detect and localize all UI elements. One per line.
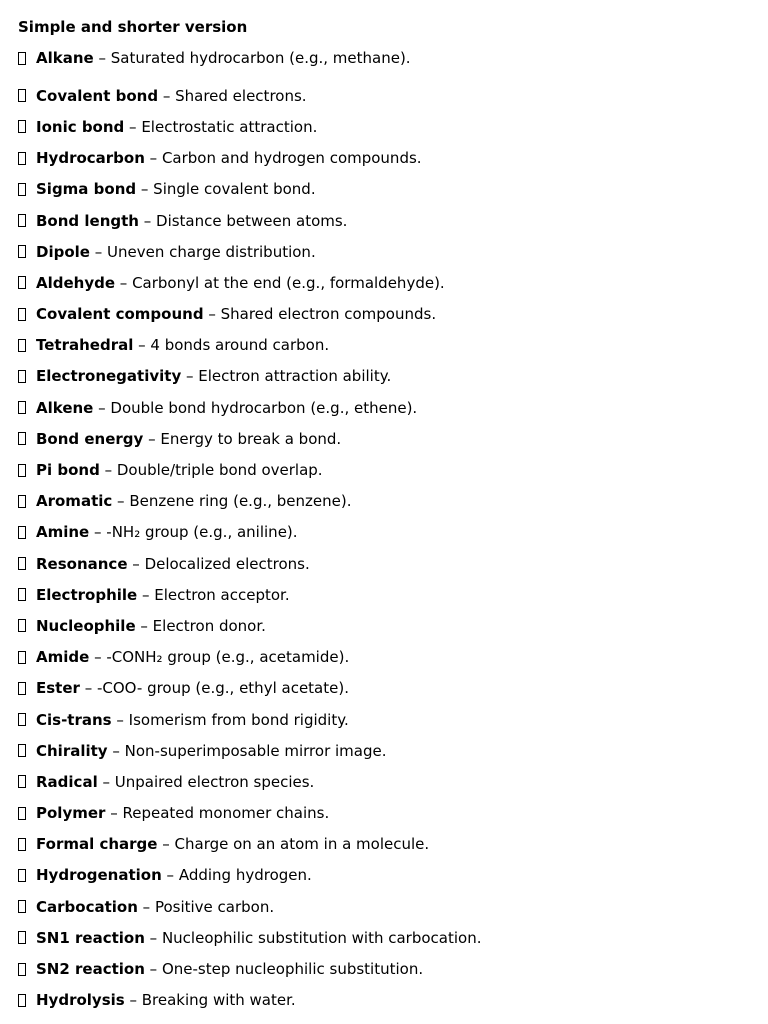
term-separator: – — [93, 49, 111, 67]
glossary-term: Electronegativity — [36, 367, 182, 386]
glossary-definition: Charge on an atom in a molecule. — [174, 835, 430, 854]
glossary-definition: Electron attraction ability. — [198, 367, 392, 386]
term-separator: – — [144, 149, 162, 168]
glossary-definition: Energy to break a bond. — [160, 429, 342, 448]
list-item — [18, 891, 768, 922]
glossary-definition: Shared electrons. — [175, 86, 307, 105]
glossary-term: Alkane — [36, 49, 94, 67]
term-separator: – — [161, 866, 179, 885]
glossary-definition: Electron acceptor. — [154, 585, 290, 604]
glossary-definition: Carbon and hydrogen compounds. — [161, 149, 422, 168]
term-separator: – — [124, 117, 142, 136]
missing-glyph-box-icon — [18, 588, 26, 601]
list-item — [18, 704, 768, 735]
missing-glyph-box-icon — [18, 214, 26, 227]
list-item — [18, 330, 768, 361]
list-item — [18, 205, 768, 236]
term-separator: – — [89, 242, 107, 261]
missing-glyph-box-icon — [18, 713, 26, 726]
missing-glyph-box-icon — [18, 89, 26, 102]
term-separator: – — [157, 835, 175, 854]
list-item — [18, 735, 768, 766]
missing-glyph-box-icon — [18, 869, 26, 882]
term-separator: – — [89, 648, 107, 667]
glossary-term: Bond energy — [36, 429, 144, 448]
list-item — [18, 361, 768, 392]
glossary-definition: Double/triple bond overlap. — [116, 461, 323, 480]
term-separator: – — [138, 211, 157, 230]
glossary-term: Tetrahedral — [36, 336, 134, 355]
glossary-term: SN1 reaction — [36, 928, 145, 947]
term-separator: – — [111, 710, 129, 729]
list-item — [18, 80, 768, 111]
glossary-definition: Nucleophilic substitution with carbocation. — [161, 928, 482, 947]
glossary-definition: Uneven charge distribution. — [107, 242, 316, 261]
list-item — [18, 642, 768, 673]
glossary-list — [18, 49, 768, 1016]
term-separator: – — [79, 679, 97, 698]
glossary-term: Nucleophile — [36, 616, 136, 635]
glossary-definition: Distance between atoms. — [156, 211, 348, 230]
glossary-term: Resonance — [36, 554, 128, 573]
missing-glyph-box-icon — [18, 651, 26, 664]
missing-glyph-box-icon — [18, 963, 26, 976]
missing-glyph-box-icon — [18, 339, 26, 352]
glossary-definition: Saturated hydrocarbon (e.g., methane). — [110, 49, 411, 67]
glossary-term: Covalent bond — [36, 86, 159, 105]
term-separator: – — [99, 461, 117, 480]
glossary-definition: Positive carbon. — [154, 897, 275, 916]
list-item — [18, 174, 768, 205]
missing-glyph-box-icon — [18, 775, 26, 788]
list-item — [18, 579, 768, 610]
list-item — [18, 236, 768, 267]
glossary-term: Dipole — [36, 242, 90, 261]
glossary-term: Sigma bond — [36, 180, 137, 199]
term-separator: – — [181, 367, 199, 386]
glossary-term: Radical — [36, 772, 98, 791]
missing-glyph-box-icon — [18, 931, 26, 944]
glossary-term: Polymer — [36, 804, 106, 823]
glossary-definition: -COO- group (e.g., ethyl acetate). — [96, 679, 349, 698]
missing-glyph-box-icon — [18, 370, 26, 383]
list-item — [18, 985, 768, 1016]
glossary-term: Hydrolysis — [36, 991, 125, 1010]
glossary-term: Amide — [36, 648, 90, 667]
glossary-definition: Repeated monomer chains. — [122, 804, 330, 823]
term-separator: – — [133, 336, 151, 355]
glossary-definition: Adding hydrogen. — [178, 866, 312, 885]
glossary-term: Hydrogenation — [36, 866, 162, 885]
list-item — [18, 798, 768, 829]
missing-glyph-box-icon — [18, 52, 26, 65]
term-separator: – — [107, 741, 125, 760]
term-separator: – — [93, 398, 111, 417]
list-item — [18, 953, 768, 984]
glossary-definition: -CONH₂ group (e.g., acetamide). — [106, 648, 350, 667]
glossary-term: Alkene — [36, 398, 94, 417]
term-separator: – — [115, 273, 133, 292]
glossary-definition: -NH₂ group (e.g., aniline). — [106, 523, 298, 542]
list-item — [18, 860, 768, 891]
missing-glyph-box-icon — [18, 120, 26, 133]
glossary-definition: 4 bonds around carbon. — [150, 336, 330, 355]
term-separator: – — [144, 928, 162, 947]
glossary-term: Formal charge — [36, 835, 158, 854]
missing-glyph-box-icon — [18, 807, 26, 820]
term-separator: – — [137, 585, 155, 604]
list-item — [18, 922, 768, 953]
glossary-term: Cis-trans — [36, 710, 112, 729]
glossary-term: Hydrocarbon — [36, 149, 145, 168]
glossary-definition: Double bond hydrocarbon (e.g., ethene). — [110, 398, 418, 417]
glossary-term: Ester — [36, 679, 80, 698]
missing-glyph-box-icon — [18, 838, 26, 851]
term-separator: – — [127, 554, 145, 573]
list-item — [18, 143, 768, 174]
glossary-definition: One-step nucleophilic substitution. — [161, 960, 424, 979]
glossary-term: Ionic bond — [36, 117, 125, 136]
term-separator: – — [112, 492, 130, 511]
missing-glyph-box-icon — [18, 744, 26, 757]
term-separator: – — [137, 897, 155, 916]
missing-glyph-box-icon — [18, 994, 26, 1007]
document-title: Simple and shorter version — [18, 18, 248, 36]
term-separator: – — [158, 86, 176, 105]
missing-glyph-box-icon — [18, 682, 26, 695]
term-separator: – — [203, 305, 221, 324]
missing-glyph-box-icon — [18, 276, 26, 289]
glossary-definition: Unpaired electron species. — [114, 772, 315, 791]
list-item — [18, 392, 768, 423]
glossary-definition: Electron donor. — [152, 616, 266, 635]
list-item — [18, 610, 768, 641]
glossary-definition: Shared electron compounds. — [220, 305, 437, 324]
missing-glyph-box-icon — [18, 464, 26, 477]
missing-glyph-box-icon — [18, 557, 26, 570]
glossary-term: Carbocation — [36, 897, 138, 916]
glossary-term: Aldehyde — [36, 273, 116, 292]
glossary-definition: Delocalized electrons. — [144, 554, 310, 573]
glossary-definition: Isomerism from bond rigidity. — [128, 710, 349, 729]
missing-glyph-box-icon — [18, 432, 26, 445]
term-separator: – — [124, 991, 142, 1010]
glossary-definition: Electrostatic attraction. — [141, 117, 318, 136]
missing-glyph-box-icon — [18, 308, 26, 321]
missing-glyph-box-icon — [18, 619, 26, 632]
glossary-term: Bond length — [36, 211, 139, 230]
glossary-term: SN2 reaction — [36, 960, 145, 979]
glossary-term: Aromatic — [36, 492, 113, 511]
glossary-term: Electrophile — [36, 585, 138, 604]
list-item — [18, 517, 768, 548]
missing-glyph-box-icon — [18, 245, 26, 258]
term-separator: – — [105, 804, 123, 823]
glossary-term: Covalent compound — [36, 305, 204, 324]
glossary-term: Amine — [36, 523, 90, 542]
missing-glyph-box-icon — [18, 495, 26, 508]
glossary-definition: Benzene ring (e.g., benzene). — [129, 492, 352, 511]
list-item — [18, 454, 768, 485]
missing-glyph-box-icon — [18, 401, 26, 414]
glossary-definition: Breaking with water. — [141, 991, 296, 1010]
missing-glyph-box-icon — [18, 152, 26, 165]
missing-glyph-box-icon — [18, 526, 26, 539]
glossary-definition: Carbonyl at the end (e.g., formaldehyde). — [132, 273, 445, 292]
glossary-definition: Single covalent bond. — [153, 180, 316, 199]
list-item — [18, 673, 768, 704]
term-separator: – — [136, 180, 154, 199]
missing-glyph-box-icon — [18, 183, 26, 196]
list-item — [18, 548, 768, 579]
list-item — [18, 829, 768, 860]
list-item — [18, 766, 768, 797]
term-separator: – — [144, 960, 162, 979]
missing-glyph-box-icon — [18, 900, 26, 913]
list-item — [18, 299, 768, 330]
list-item — [18, 111, 768, 142]
term-separator: – — [135, 616, 153, 635]
term-separator: – — [143, 429, 161, 448]
term-separator: – — [97, 772, 115, 791]
list-item — [18, 486, 768, 517]
glossary-term: Chirality — [36, 741, 108, 760]
list-item — [18, 267, 768, 298]
glossary-term: Pi bond — [36, 461, 100, 480]
glossary-definition: Non-superimposable mirror image. — [124, 741, 387, 760]
list-item — [18, 423, 768, 454]
list-item — [18, 49, 768, 67]
term-separator: – — [89, 523, 107, 542]
